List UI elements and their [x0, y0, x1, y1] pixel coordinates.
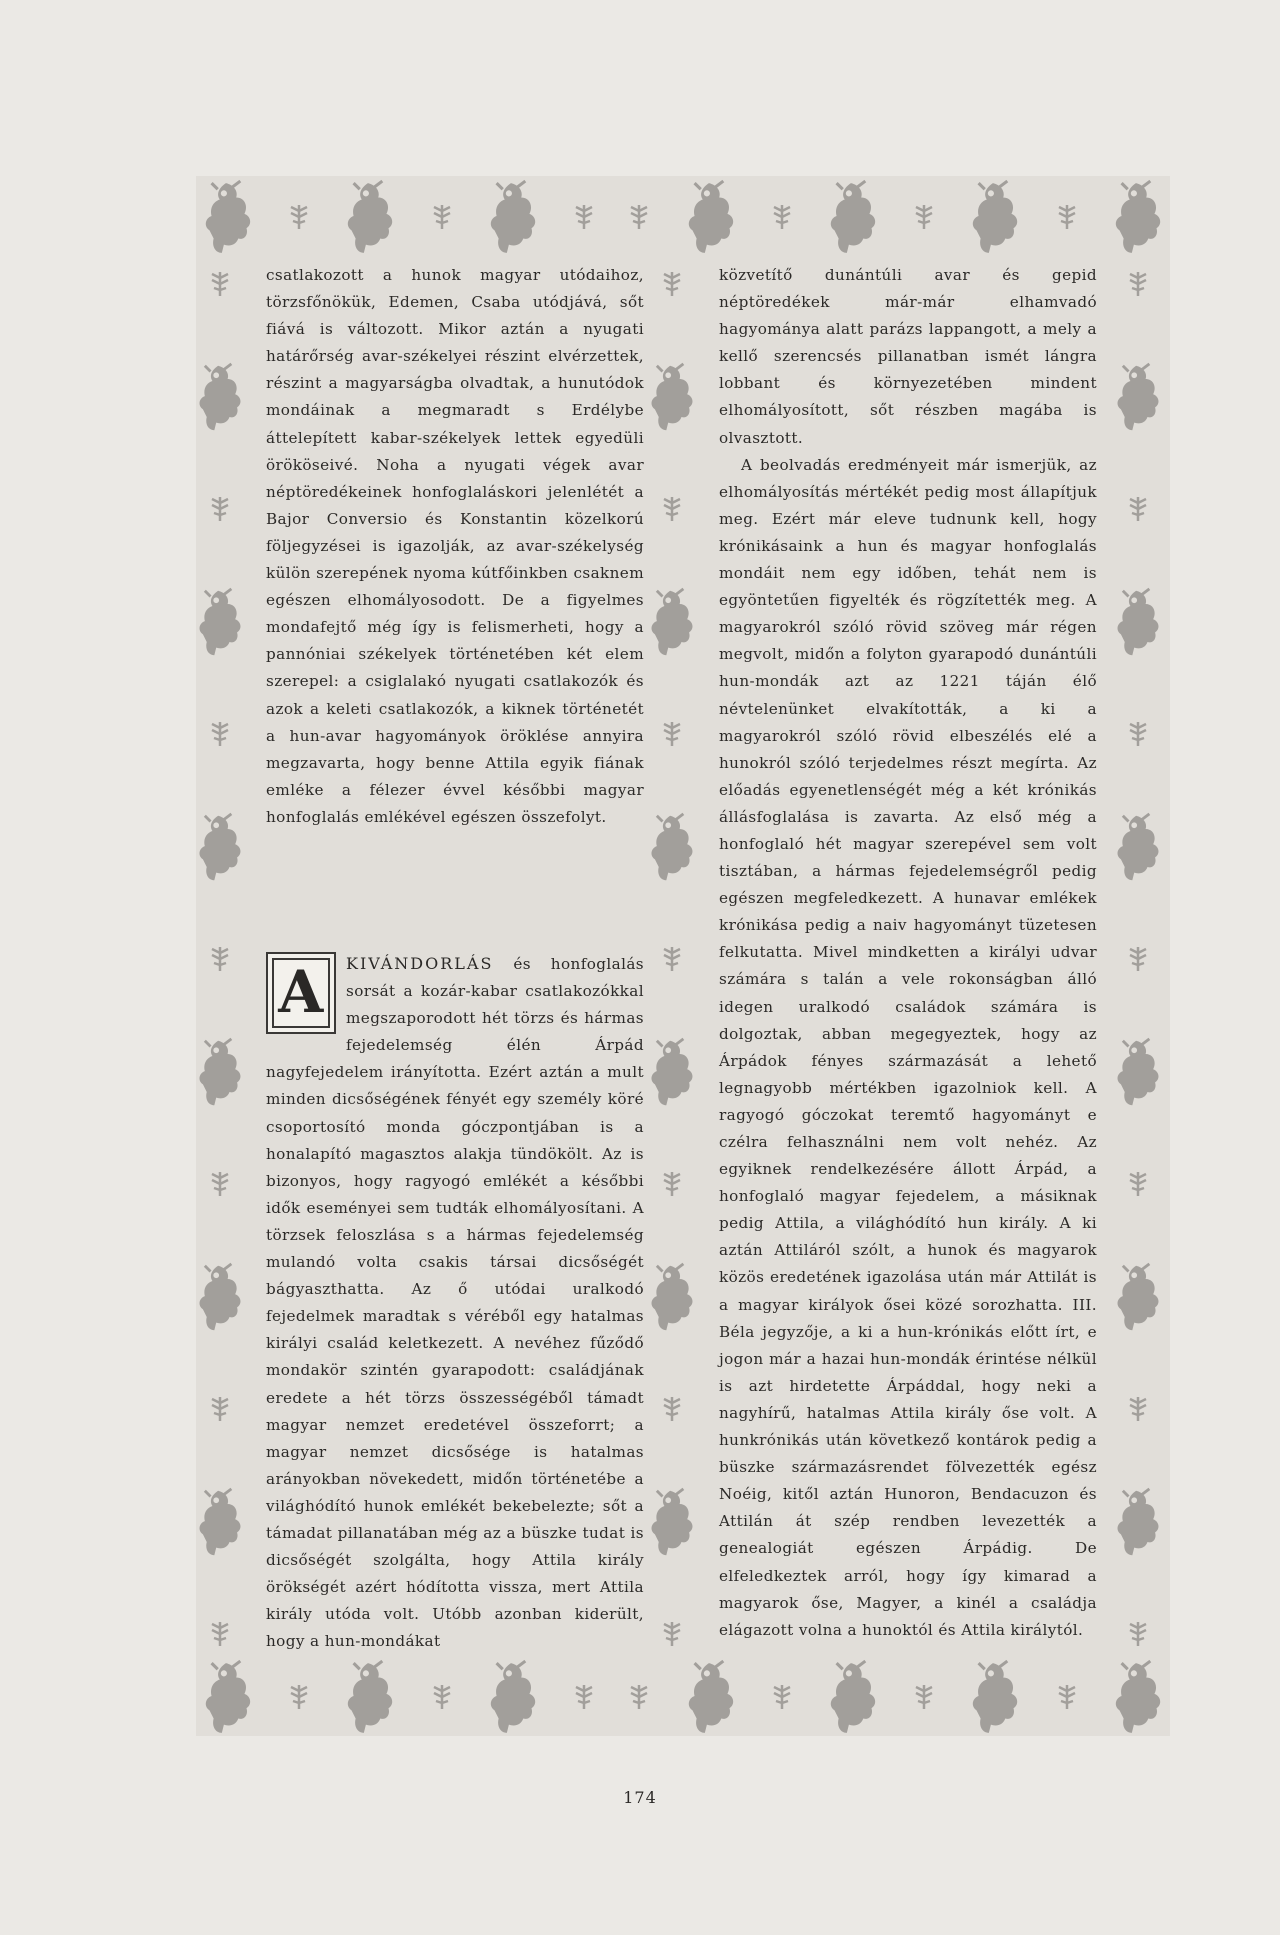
- sprig-icon: [912, 203, 936, 233]
- demon-figure-icon: [195, 1487, 245, 1559]
- demon-figure-icon: [342, 1659, 398, 1737]
- sprig-icon: [1126, 720, 1150, 750]
- sprig-icon: [1055, 1683, 1079, 1713]
- demon-figure-icon: [1113, 587, 1163, 659]
- demon-figure-icon: [1110, 1659, 1166, 1737]
- section-lead: KIVÁNDORLÁS: [346, 954, 494, 973]
- sprig-icon: [208, 270, 232, 300]
- demon-figure-icon: [647, 1262, 697, 1334]
- demon-figure-icon: [1113, 1262, 1163, 1334]
- sprig-icon: [208, 1170, 232, 1200]
- sprig-icon: [912, 1683, 936, 1713]
- demon-figure-icon: [485, 179, 541, 257]
- demon-figure-icon: [485, 1659, 541, 1737]
- sprig-icon: [287, 1683, 311, 1713]
- sprig-icon: [660, 495, 684, 525]
- demon-figure-icon: [647, 1037, 697, 1109]
- demon-figure-icon: [683, 1659, 739, 1737]
- sprig-icon: [430, 1683, 454, 1713]
- sprig-icon: [1126, 945, 1150, 975]
- sprig-icon: [770, 203, 794, 233]
- demon-figure-icon: [1113, 1037, 1163, 1109]
- paragraph: csatlakozott a hunok magyar utódaihoz, törzsfőnökük, Edemen, Csaba utódjává, sőt fiává is változott. Mikor aztán a nyugati határőrség avar-székelyei részint elvérzettek, részint a magyarságba olvadtak, a hunutódok mondáinak a megmaradt s Erdélybe áttelepített kabar-székelyek lettek egyedüli örököseivé. Noha a nyugati végek avar néptöredékeinek honfoglaláskori jelenlétét a Bajor Conversio és Konstantin közelkorú följegyzései is igazolják, az avar-székelység külön szerepének nyoma kútfőinkben csaknem egészen elhomályosodott. De a figyelmes mondafejtő még így is felismerheti, hogy a pannóniai székelyek történetében két elem szerepel: a csiglalakó nyugati csatlakozók és azok a keleti csatlakozók, a kiknek történetét a hun-avar hagyományok öröklése annyira megzavarta, hogy benne Attila egyik fiának emléke a félezer évvel későbbi magyar honfoglalás emlékével egészen összefolyt.: [266, 266, 644, 826]
- sprig-icon: [572, 1683, 596, 1713]
- demon-figure-icon: [195, 1037, 245, 1109]
- demon-figure-icon: [647, 812, 697, 884]
- sprig-icon: [1126, 1620, 1150, 1650]
- demon-figure-icon: [683, 179, 739, 257]
- demon-figure-icon: [647, 1487, 697, 1559]
- demon-figure-icon: [967, 179, 1023, 257]
- demon-figure-icon: [1113, 362, 1163, 434]
- demon-figure-icon: [195, 362, 245, 434]
- sprig-icon: [208, 720, 232, 750]
- demon-figure-icon: [195, 1262, 245, 1334]
- demon-figure-icon: [825, 179, 881, 257]
- sprig-icon: [287, 203, 311, 233]
- sprig-icon: [1126, 1395, 1150, 1425]
- sprig-icon: [660, 270, 684, 300]
- demon-figure-icon: [195, 587, 245, 659]
- sprig-icon: [1126, 495, 1150, 525]
- page-number: 174: [623, 1788, 657, 1807]
- sprig-icon: [660, 720, 684, 750]
- demon-figure-icon: [647, 362, 697, 434]
- drop-cap-initial: A: [266, 952, 336, 1034]
- sprig-icon: [770, 1683, 794, 1713]
- sprig-icon: [660, 1170, 684, 1200]
- demon-figure-icon: [1113, 812, 1163, 884]
- sprig-icon: [208, 1620, 232, 1650]
- paragraph: közvetítő dunántúli avar és gepid néptöredékek már-már elhamvadó hagyománya alatt parázs lappangott, a mely a kellő szerencsés pillanatban ismét lángra lobbant és környezetében mindent elhomályosított, sőt részben magába is olvasztott.: [719, 266, 1097, 447]
- demon-figure-icon: [195, 812, 245, 884]
- sprig-icon: [1055, 203, 1079, 233]
- sprig-icon: [208, 945, 232, 975]
- demon-figure-icon: [647, 587, 697, 659]
- left-column-text: [266, 262, 644, 831]
- sprig-icon: [430, 203, 454, 233]
- demon-figure-icon: [200, 179, 256, 257]
- sprig-icon: [572, 203, 596, 233]
- sprig-icon: [660, 945, 684, 975]
- middle-ornament-border: [642, 270, 702, 1650]
- sprig-icon: [627, 1683, 651, 1713]
- demon-figure-icon: [342, 179, 398, 257]
- demon-figure-icon: [967, 1659, 1023, 1737]
- demon-figure-icon: [200, 1659, 256, 1737]
- sprig-icon: [660, 1395, 684, 1425]
- right-column-text: [719, 262, 1097, 1644]
- sprig-icon: [1126, 270, 1150, 300]
- sprig-icon: [208, 1395, 232, 1425]
- right-ornament-border: [1108, 270, 1168, 1650]
- sprig-icon: [1126, 1170, 1150, 1200]
- paragraph: A beolvadás eredményeit már ismerjük, az elhomályosítás mértékét pedig most állapítjuk meg. Ezért már eleve tudnunk kell, hogy krónikásaink a hun és magyar honfoglalás mondáit nem egy időben, tehát nem is egyöntetűen figyelték és rögzítették meg. A magyarokról szóló rövid szöveg már régen megvolt, midőn a folyton gyarapodó dunántúli hun-mondák azt az 1221 táján élő névtelenünket elvakították, a ki a magyarokról szóló rövid elbeszélés elé a hunokról szóló terjedelmes részt megírta. Az előadás egyenetlenségét még a két krónikás állásfoglalása is zavarta. Az első még a honfoglaló hét magyar szerepével sem volt tisztában, a hármas fejedelemségről pedig egészen megfeledkezett. A hunavar emlékek krónikása pedig a naiv hagyományt tüzetesen felkutatta. Mivel mindketten a királyi udvar számára s talán a vele rokonságban álló idegen uralkodó családok számára is dolgoztak, abban megegyeztek, hogy az Árpádok fényes származását a lehető legnagyobb mértékben igazolniok kell. A ragyogó góczokat teremtő hagyományt e czélra felhasználni nem volt nehéz. Az egyiknek rendelkezésére állott Árpád, a honfoglaló magyar fejedelem, a másiknak pedig Attila, a világhódító hun király. A ki aztán Attiláról szólt, a hunok és magyarok közös eredetének igazolása után már Attilát is a magyar királyok ősei közé sorozhatta. III. Béla jegyzője, a ki a hun-krónikás előtt írt, e jogon már a hazai hun-mondák érintése nélkül is azt hirdetette Árpáddal, hogy neki a nagyhírű, hatalmas Attila király őse volt. A hunkrónikás után következő kontárok pedig a büszke származásrendet fölvezették egész Noéig, kitől aztán Hunoron, Bendacuzon és Attilán át szép rendben levezették a genealogiát egészen Árpádig. De elfeledkeztek arról, hogy így kimarad a magyarok őse, Magyer, a kinél a családja elágazott volna a hunoktól és Attila királytól.: [719, 455, 1097, 1639]
- section-kivandorlas: [266, 950, 644, 1655]
- sprig-icon: [627, 203, 651, 233]
- top-ornament-border: [200, 168, 1166, 268]
- demon-figure-icon: [1110, 179, 1166, 257]
- bottom-ornament-border: [200, 1648, 1166, 1748]
- paragraph-body: és honfoglalás sorsát a kozár-kabar csatlakozókkal megszaporodott hét törzs és hármas fejedelemség élén Árpád nagyfejedelem irányította. Ezért aztán a mult minden dicsőségének fényét egy személy köré csoportosító monda góczpontjában is a honalapító magasztos alakja tündökölt. Az is bizonyos, hogy ragyogó emlékét a későbbi idők eseményei sem tudták elhomályosítani. A törzsek feloszlása s a hármas fejedelemség mulandó volta csakis társai dicsőségét bágyaszthatta. Az ő utódai uralkodó fejedelmek maradtak s véréből egy hatalmas királyi család keletkezett. A nevéhez fűződő mondakör szintén gyarapodott: családjának eredete a hét törzs összességéből támadt magyar nemzet eredetével összeforrt; a magyar nemzet dicsősége is hatalmas arányokban növekedett, midőn történetébe a világhódító hunok emlékét bekebelezte; sőt a támadat pillanatában még az a büszke tudat is dicsőségét szolgálta, hogy Attila király örökségét azért hódította vissza, mert Attila király utóda volt. Utóbb azonban kiderült, hogy a hun-mondákat: [266, 955, 644, 1651]
- demon-figure-icon: [825, 1659, 881, 1737]
- sprig-icon: [208, 495, 232, 525]
- left-ornament-border: [190, 270, 250, 1650]
- paragraph: [266, 950, 644, 1655]
- sprig-icon: [660, 1620, 684, 1650]
- demon-figure-icon: [1113, 1487, 1163, 1559]
